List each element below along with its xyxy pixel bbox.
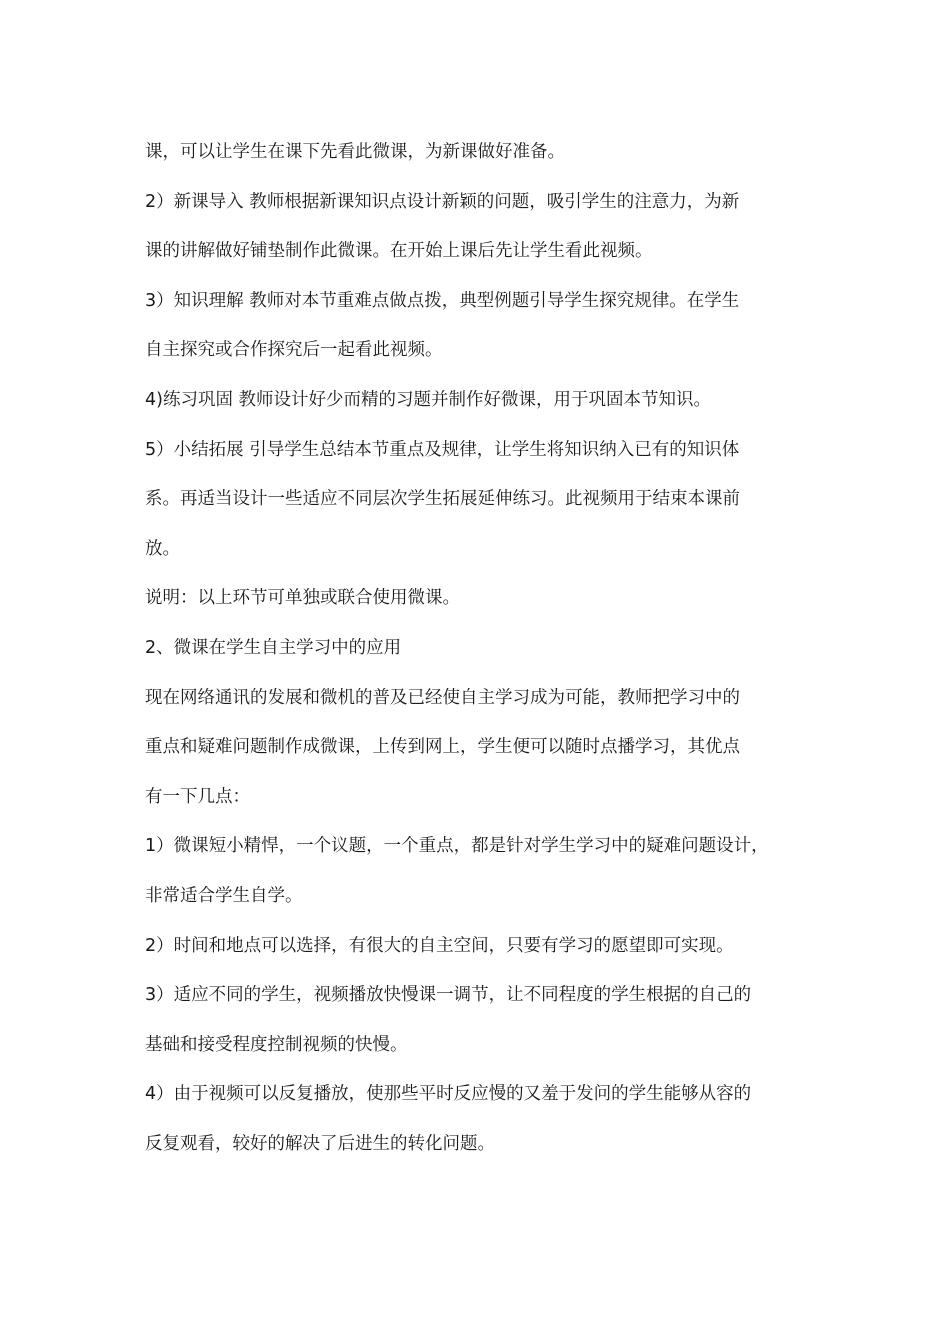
text-line: 非常适合学生自学。	[145, 885, 303, 906]
text-line: 基础和接受程度控制视频的快慢。	[145, 1034, 408, 1055]
text-line: 放。	[145, 538, 180, 559]
text-line: 5）小结拓展 引导学生总结本节重点及规律，让学生将知识纳入已有的知识体	[145, 439, 740, 460]
text-line: 2）时间和地点可以选择，有很大的自主空间，只要有学习的愿望即可实现。	[145, 935, 734, 956]
text-line: 4）由于视频可以反复播放，使那些平时反应慢的又羞于发问的学生能够从容的	[145, 1084, 752, 1105]
text-line: 系。再适当设计一些适应不同层次学生拓展延伸练习。此视频用于结束本课前	[145, 489, 740, 510]
section-heading: 2、微课在学生自主学习中的应用	[145, 637, 402, 658]
text-line: 课的讲解做好铺垫制作此微课。在开始上课后先让学生看此视频。	[145, 241, 653, 262]
text-line: 重点和疑难问题制作成微课，上传到网上，学生便可以随时点播学习，其优点	[145, 737, 740, 758]
text-line: 说明：以上环节可单独或联合使用微课。	[145, 588, 460, 609]
text-line: 课，可以让学生在课下先看此微课，为新课做好准备。	[145, 142, 565, 162]
text-line: 有一下几点：	[145, 786, 250, 807]
text-line: 1）微课短小精悍，一个议题，一个重点，都是针对学生学习中的疑难问题设计，	[145, 836, 769, 857]
text-line: 反复观看，较好的解决了后进生的转化问题。	[145, 1133, 495, 1154]
text-line: 现在网络通讯的发展和微机的普及已经使自主学习成为可能，教师把学习中的	[145, 687, 740, 708]
text-line: 3）知识理解 教师对本节重难点做点拨，典型例题引导学生探究规律。在学生	[145, 290, 740, 311]
text-line: 3）适应不同的学生，视频播放快慢课一调节，让不同程度的学生根据的自己的	[145, 985, 752, 1006]
text-line: 4)练习巩固 教师设计好少而精的习题并制作好微课，用于巩固本节知识。	[145, 389, 712, 410]
body-text	[145, 128, 815, 1169]
text-line: 2）新课导入 教师根据新课知识点设计新颖的问题，吸引学生的注意力，为新	[145, 191, 740, 212]
text-line: 自主探究或合作探究后一起看此视频。	[145, 340, 443, 361]
